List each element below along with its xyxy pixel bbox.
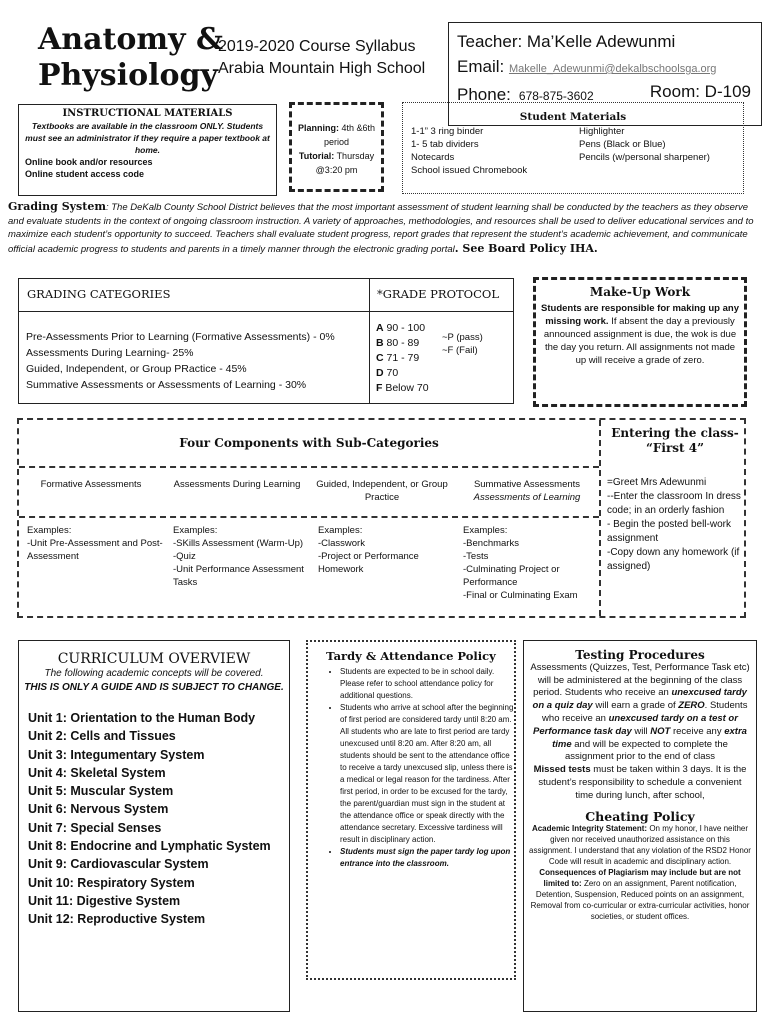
component-title-formative: Formative Assessments <box>40 479 142 490</box>
four-components-heading: Four Components with Sub-Categories <box>179 436 439 450</box>
instructional-materials-heading: INSTRUCTIONAL MATERIALS <box>62 108 233 119</box>
consequences-label: Consequences of Plagiarism may include but are not limited to: <box>539 868 741 889</box>
cheating-heading: Cheating Policy <box>585 808 695 824</box>
list-item: Unit 11: Digestive System <box>28 893 181 908</box>
planning-label: Planning: <box>297 123 339 133</box>
grading-categories-list <box>26 329 335 393</box>
tardy-attendance-box <box>306 640 516 980</box>
list-item: =Greet Mrs Adewunmi <box>607 477 707 488</box>
cheating-policy-text <box>529 823 751 922</box>
grade-scale-list <box>376 321 429 396</box>
testing-emphasis: NOT <box>650 725 671 737</box>
integrity-label: Academic Integrity Statement: <box>531 824 648 834</box>
makeup-work-text <box>541 302 739 367</box>
tutorial-label: Tutorial: <box>298 151 335 161</box>
list-item: -Project or Performance Homework <box>318 551 419 575</box>
curriculum-heading: CURRICULUM OVERVIEW <box>57 651 251 667</box>
list-item: -Culminating Project or Performance <box>463 564 560 588</box>
list-item: School issued Chromebook <box>411 165 528 176</box>
list-item: 1-1” 3 ring binder <box>411 126 484 137</box>
table-row: Assessments During Learning- 25% <box>26 347 194 359</box>
makeup-work-body: If absent the day a previously announced assignment is due, the wok is due the day you return. All assignments not made up will receive a grade of zero. <box>543 316 737 366</box>
grade-range: 71 - 79 <box>383 352 420 364</box>
summative-subtitle: Assessments of Learning <box>473 492 581 503</box>
email-label: Email: <box>457 57 505 76</box>
list-item: Unit 3: Integumentary System <box>28 747 205 762</box>
list-item: Examples: <box>318 525 363 536</box>
list-item: -Benchmarks <box>463 538 519 549</box>
list-item: • Students who arrive at school after the beginning of first period are considered tardy until 8:20 am. All students who are late to first period are tardy unexcused until 8:20 am. After 8:20 am, all students should be sent to the attendance office to receive a tardy unexcused slip, unless there is a medical or legal reason for the tardiness. After first period, in order to be excused for the tardy, the parent/guardian must sign in the student at the attendance office or speak directly with the attendance secretary. Excessive tardiness will result in disciplinary action. <box>340 702 514 846</box>
list-item: Unit 5: Muscular System <box>28 784 174 799</box>
list-item: Unit 8: Endocrine and Lymphatic System <box>28 839 271 854</box>
grade-range: 90 - 100 <box>383 322 426 334</box>
list-item: Pens (Black or Blue) <box>579 139 666 150</box>
student-materials-right-list <box>579 125 710 164</box>
testing-text-part: will <box>631 725 651 737</box>
planning-box <box>289 102 384 192</box>
grade-row <box>376 366 429 381</box>
table-divider <box>369 279 370 403</box>
grading-table <box>18 278 514 404</box>
list-item: Unit 9: Cardiovascular System <box>28 857 209 872</box>
grade-range: 80 - 89 <box>383 337 420 349</box>
grade-range: 70 <box>383 367 399 379</box>
board-policy-reference: . See Board Policy IHA. <box>454 241 598 255</box>
list-item: -Unit Pre-Assessment and Post-Assessment <box>27 538 163 562</box>
entering-class-heading: Entering the class- “First 4” <box>611 426 739 455</box>
email-row <box>457 54 753 82</box>
summative-title: Summative Assessments <box>473 479 581 490</box>
list-item: • Students are expected to be in school daily. Please refer to school attendance policy for additional questions. <box>340 666 514 702</box>
list-item: Examples: <box>27 525 72 536</box>
instructional-materials-box <box>18 104 277 196</box>
consequences-text: Zero on an assignment, Parent notification, Detention, Suspension, Reduced points on an assignment, Removal from co-curricular or extra-curricular activities, honor societies, or student offices. <box>530 879 750 922</box>
testing-text-part: . Students who receive an <box>542 700 748 724</box>
grade-letter: D <box>376 367 384 379</box>
grade-protocol-header: *GRADE PROTOCOL <box>377 287 499 301</box>
section-divider <box>19 466 599 468</box>
teacher-name: Teacher: Ma’Kelle Adewunmi <box>457 32 676 51</box>
entering-class-list <box>607 476 745 574</box>
grade-range: Below 70 <box>382 382 429 394</box>
makeup-work-heading: Make-Up Work <box>589 285 691 299</box>
list-item: Unit 4: Skeletal System <box>28 765 166 780</box>
list-item: -Classwork <box>318 538 365 549</box>
grade-row <box>376 321 429 336</box>
integrity-text: On my honor, I have neither given nor received unauthorized assistance on this assignment. I understand that any violation of the RSD2 Honor Code will result in academic and disciplinary action. <box>529 824 751 867</box>
tardy-heading: Tardy & Attendance Policy <box>326 649 496 663</box>
component-title-during: Assessments During Learning <box>173 479 301 490</box>
missed-tests-label: Missed tests <box>533 764 591 776</box>
list-item: Notecards <box>411 152 455 163</box>
grade-letter: C <box>376 352 384 364</box>
list-item: Examples: <box>173 525 218 536</box>
student-materials-heading: Student Materials <box>519 111 627 123</box>
pass-label: ~P (pass) <box>442 332 483 343</box>
list-item: Unit 1: Orientation to the Human Body <box>28 711 256 725</box>
table-row: Guided, Independent, or Group PRactice - 45% <box>26 363 247 375</box>
grading-system-label: Grading System <box>8 200 106 213</box>
course-title-line2: Physiology <box>38 58 218 93</box>
component-title-summative <box>457 478 597 504</box>
grading-categories-header: GRADING CATEGORIES <box>27 287 171 301</box>
list-item: 1- 5 tab dividers <box>411 139 479 150</box>
materials-item-access-code: Online student access code <box>25 169 145 179</box>
pass-fail-legend <box>442 331 483 357</box>
list-item: • Students must sign the paper tardy log upon entrance into the classroom. <box>340 846 514 870</box>
list-item: -Final or Culminating Exam <box>463 590 578 601</box>
phone-number: 678-875-3602 <box>518 89 594 103</box>
planning-value: 4th &6th period <box>323 123 376 147</box>
list-item: Unit 7: Special Senses <box>28 820 162 835</box>
list-item: - Begin the posted bell-work assignment <box>607 519 731 544</box>
component-examples-formative <box>27 524 167 563</box>
student-materials-left-list <box>411 125 527 177</box>
table-row: Summative Assessments or Assessments of Learning - 30% <box>26 379 307 391</box>
list-item: -Copy down any homework (if assigned) <box>607 547 740 572</box>
missed-tests-body: must be taken within 3 days. It is the student’s responsibility to schedule a convenient time during lunch, after school, <box>538 764 747 801</box>
student-materials-box <box>402 102 744 194</box>
testing-procedures-box <box>523 640 757 1012</box>
grade-letter: A <box>376 322 384 334</box>
fail-label: ~F (Fail) <box>442 345 478 356</box>
testing-heading: Testing Procedures <box>575 648 705 662</box>
testing-emphasis: ZERO <box>678 700 705 712</box>
table-divider <box>19 311 513 312</box>
four-components-box <box>17 418 746 618</box>
syllabus-year: 2019-2020 Course Syllabus <box>218 38 416 55</box>
phone-label: Phone: <box>457 85 511 104</box>
grade-row <box>376 381 429 396</box>
component-title-practice: Guided, Independent, or Group Practice <box>316 479 448 503</box>
unit-list <box>28 709 289 929</box>
testing-emphasis: extra time <box>552 725 747 750</box>
planning-row <box>292 121 381 149</box>
grade-row <box>376 351 429 366</box>
section-divider <box>19 516 599 518</box>
testing-emphasis: unexcused tardy on a test or Performance task day <box>533 712 738 737</box>
tutorial-row <box>292 149 381 177</box>
grade-letter: F <box>376 382 383 394</box>
testing-text <box>529 662 751 764</box>
email-link[interactable]: Makelle_Adewunmi@dekalbschoolsga.org <box>508 63 717 75</box>
testing-text-part: Assessments (Quizzes, Test, Performance Task etc) will be administered at the beginning of the class period. Students who receive an <box>530 661 750 699</box>
grading-system-text: : The DeKalb County School District believes that the most important assessment of student learning shall be conducted by the teachers as they observe and evaluate students in the context of ongoing classroom instruction. A variety of approaches, methodologies, and resources shall be used to deliver educational services and to maximize each student’s opportunity to succeed. Teachers shall evaluate student progress, report grades that represent the student’s academic achievement, and communicate official academic progress to students and parents in a timely manner through the electronic grading portal <box>8 202 754 255</box>
component-examples-during <box>173 524 313 589</box>
component-examples-practice <box>318 524 458 576</box>
list-item: Pencils (w/personal sharpener) <box>579 152 710 163</box>
list-item: -SKills Assessment (Warm-Up) <box>173 538 304 549</box>
testing-text-part: will earn a grade of <box>592 700 679 712</box>
component-examples-summative <box>463 524 603 602</box>
list-item: Unit 10: Respiratory System <box>28 875 195 890</box>
course-title-line1: Anatomy & <box>38 22 224 57</box>
materials-item-online-book: Online book and/or resources <box>25 157 153 167</box>
course-info <box>218 36 425 80</box>
list-item: --Enter the classroom In dress code; in an orderly fashion <box>607 491 741 516</box>
list-item: Unit 6: Nervous System <box>28 802 169 817</box>
list-item: -Tests <box>463 551 489 562</box>
list-item: Unit 2: Cells and Tissues <box>28 729 176 744</box>
testing-text-part: and will be expected to complete the assignment prior to the end of class <box>565 738 728 763</box>
textbook-note: Textbooks are available in the classroom ONLY. Students must see an administrator if they require a paper textbook at home. <box>25 121 270 155</box>
makeup-work-box <box>533 277 747 407</box>
room-number: Room: D-109 <box>649 82 751 101</box>
tutorial-value: Thursday @3:20 pm <box>315 151 375 175</box>
testing-text-part: receive any <box>670 725 725 737</box>
list-item: -Quiz <box>173 551 196 562</box>
curriculum-note: THIS IS ONLY A GUIDE AND IS SUBJECT TO CHANGE. <box>24 682 284 693</box>
missed-tests-text <box>529 764 751 802</box>
grading-system-paragraph <box>8 200 760 256</box>
school-name: Arabia Mountain High School <box>218 60 426 77</box>
curriculum-subtitle: The following academic concepts will be covered. <box>44 668 264 679</box>
list-item: -Unit Performance Assessment Tasks <box>173 564 304 588</box>
curriculum-overview-box <box>18 640 290 1012</box>
course-title <box>38 22 223 94</box>
list-item: Unit 12: Reproductive System <box>28 912 206 927</box>
list-item: Highlighter <box>579 126 625 137</box>
tardy-list <box>308 666 514 870</box>
grade-letter: B <box>376 337 384 349</box>
testing-emphasis: unexcused tardy on a quiz day <box>532 687 747 712</box>
grade-row <box>376 336 429 351</box>
list-item: Examples: <box>463 525 508 536</box>
table-row: Pre-Assessments Prior to Learning (Formative Assessments) - 0% <box>26 331 335 343</box>
makeup-work-bold: Students are responsible for making up any missing work. <box>541 303 739 327</box>
